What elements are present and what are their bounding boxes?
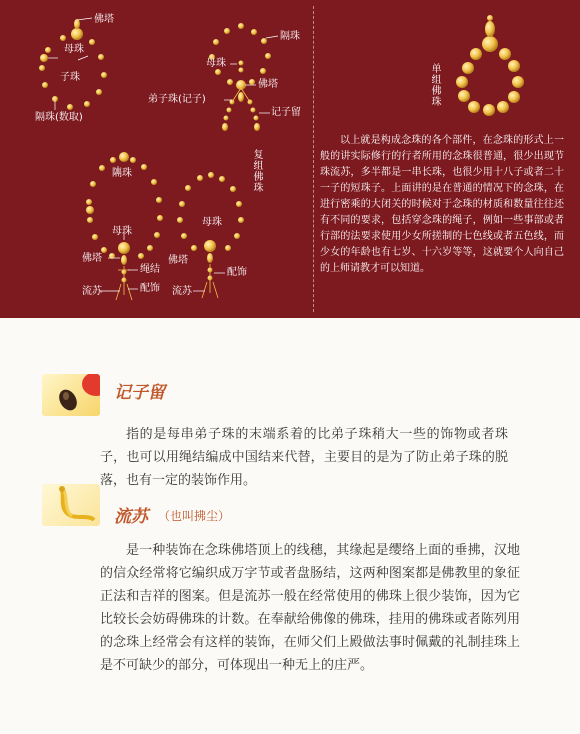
label-liusu-1: 流苏 — [82, 286, 102, 297]
label-gezhu-shuqu: 隔珠(数取) — [35, 112, 83, 123]
label-dizizhu: 弟子珠(记子) — [148, 94, 206, 105]
section-title-jiziliu: 记子留 — [114, 383, 165, 403]
label-peishi-1: 配饰 — [140, 283, 160, 294]
label-fota-1: 佛塔 — [94, 14, 114, 25]
section-body-liusu: 是一种装饰在念珠佛塔顶上的线穗，其缘起是缨络上面的垂拂，汉地的信众经常将它编织成万字节或者盘肠结，这两种图案都是佛教里的象征正法和吉祥的图案。但是流苏一般在经常使用的佛珠上很少装饰，因为它比较长会妨碍佛珠的计数。在奉献给佛像的佛珠，挂用的佛珠或者陈列用的念珠上经常会有这样的装饰，在师父们上殿做法事时佩戴的礼制挂珠上是不可缺少的部分，可体现出一种无上的庄严。 — [100, 543, 520, 673]
jiziliu-image — [42, 374, 100, 416]
label-fota-3: 佛塔 — [82, 253, 102, 264]
label-muzhu-3: 母珠 — [112, 226, 132, 237]
single-mala-diagram — [456, 15, 524, 116]
label-jiziliu: 记子留 — [271, 107, 301, 118]
label-gezhu-2: 隔珠 — [112, 168, 132, 179]
dashed-divider — [313, 6, 314, 312]
label-danzu-fozhu: 单组佛珠 — [431, 64, 442, 108]
section-title-liusu: 流苏 — [114, 507, 148, 527]
label-fuzu-fozhu: 复组佛珠 — [253, 150, 264, 194]
label-liusu-2: 流苏 — [172, 286, 192, 297]
label-muzhu-1: 母珠 — [64, 44, 84, 55]
label-shengjie: 绳结 — [140, 264, 160, 275]
section-body-jiziliu: 指的是每串弟子珠的末端系着的比弟子珠稍大一些的饰物或者珠子，也可以用绳结编成中国结来代替，主要目的是为了防止弟子珠的脱落，也有一定的装饰作用。 — [100, 427, 508, 488]
label-fota-4: 佛塔 — [168, 255, 188, 266]
label-gezhu-top: 隔珠 — [280, 31, 300, 42]
top-paragraph: 以上就是构成念珠的各个部件，在念珠的形式上一般的讲实际修行的行者所用的念珠很普通，很少出现节珠流苏，多半都是一串长珠，也很少用十八子或者二十一子的短珠子。上面讲的是在普通的情况下的念珠，在进行密乘的大闭关的时候对于念珠的材质和数量往往还有不同的要求，包括穿念珠的绳子，例如一些事部或者行部的法要求使用少女所搓制的七色线或者五色线，而少女的年龄也有七岁、十六岁等等，这就要个人向自己的上师请教才可以知道。 — [320, 135, 564, 274]
mala-diagram-2 — [209, 23, 271, 131]
label-peishi-2: 配饰 — [227, 267, 247, 278]
label-fota-2: 佛塔 — [258, 79, 278, 90]
liusu-image — [42, 484, 100, 526]
mala-diagram-1 — [39, 19, 107, 110]
section-subtitle-liusu: （也叫拂尘） — [158, 509, 231, 523]
label-muzhu-2: 母珠 — [206, 58, 226, 69]
label-zizhu: 子珠 — [60, 72, 80, 83]
label-muzhu-4: 母珠 — [202, 217, 222, 228]
